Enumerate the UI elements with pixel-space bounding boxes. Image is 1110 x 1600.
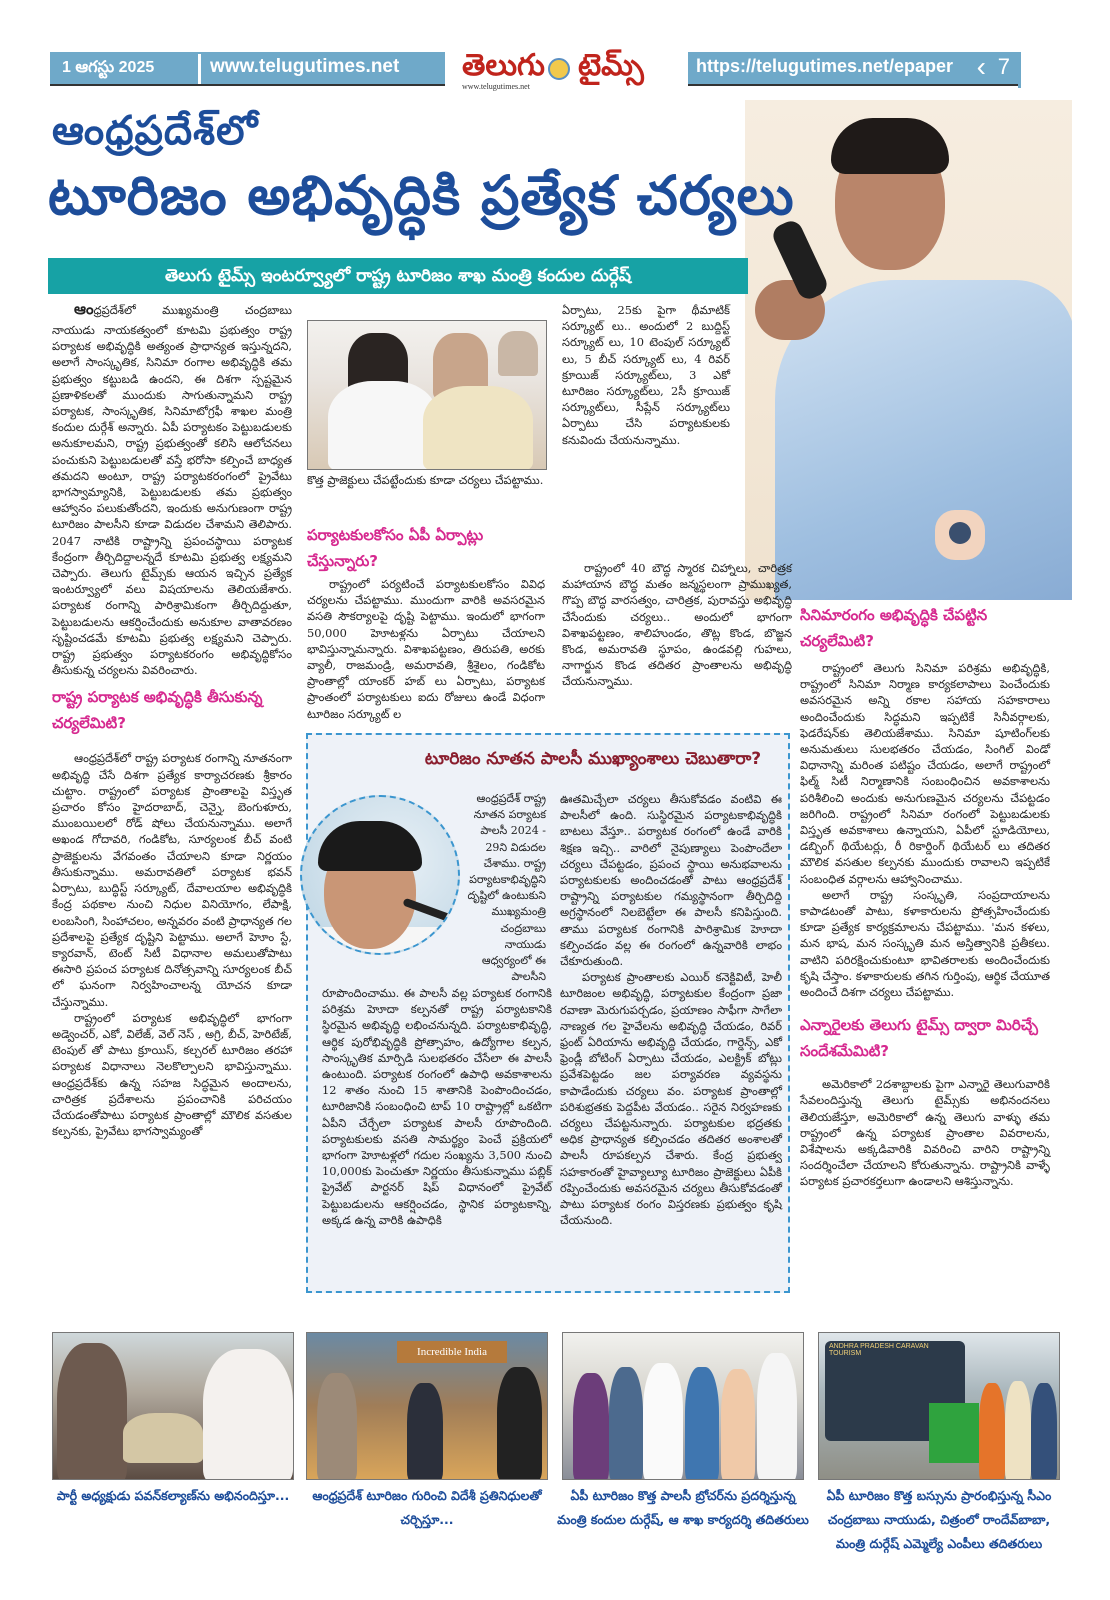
question-heading: సినిమారంగం అభివృద్ధికి చేపట్టిన చర్యలేమిటి? (800, 606, 988, 650)
box-title: టూరిజం నూతన పాలసీ ముఖ్యాంశాలు చెబుతారా? (424, 749, 762, 769)
header-bar-left (50, 52, 445, 86)
answer-paragraph: అమెరికాలో 2దశాబ్దాలకు పైగా ఎన్నారై తెలుగువారికి సేవలందిస్తున్న తెలుగు టైమ్స్‌కు అభినందనలు తెలియజేస్తూ, అమెరికాలో ఉన్న తెలుగు వాళ్ళు తమ రాష్ట్రంలో ఉన్న పర్యాటక ప్రాంతాల వివరాలను, విశేషాలను అక్కడివారికి వివరించి వారిని రాష్ట్రాన్ని సందర్శించేలా చేయాలని కోరుతున్నాను. రాష్ట్రానికి వాళ్ళే పర్యాటక ప్రచారకర్తలుగా ఉండాలని ఆశిస్తున్నాను. (800, 1077, 1050, 1189)
drop-cap: ఆం (74, 300, 94, 318)
answer-paragraph: అలాగే రాష్ట్ర సంస్కృతి, సంప్రదాయాలను కాపాడటంతో పాటు, కళాకారులను ప్రోత్సహించేందుకు కూడా ప్రత్యేక కార్యక్రమాలను చేపట్టాము. 'మన కళలు, మన భాష, మన సంస్కృతి మన అస్తిత్వానికి ప్రతీకలు. వాటిని పరిరక్షించుకుంటూ భావితరాలకు అందించేందుకు కృషి చేస్తాం. కళాకారులకు తగిన గుర్తింపు, ఆర్థిక చేయూత అందించే దిశగా చర్యలు చేపట్టాము. (800, 887, 1050, 1000)
website-link[interactable]: www.telugutimes.net (210, 56, 400, 77)
incredible-india-sign: Incredible India (397, 1341, 507, 1363)
answer-paragraph: ఏర్పాటు, 25కు పైగా థీమాటిక్ సర్క్యూట్ లు.. అందులో 2 బుద్దిస్ట్ సర్క్యూట్ లు, 10 టెంపుల్ సర్క్యూట్ లు, 5 బీచ్ సర్క్యూట్ లు, 4 రివర్ క్రూయిజ్ సర్క్యూట్‌లు, 3 ఎకో టూరిజం సర్క్యూట్‌లు, 2సీ క్రూయిజ్ సర్క్యూట్‌లు, సీప్లేన్ సర్క్యూట్‌లు ఏర్పాటు చేసి పర్యాటకులకు కనువిందు చేయనున్నాము. (562, 303, 730, 447)
article-headline: టూరిజం అభివృద్ధికి ప్రత్యేక చర్యలు (48, 164, 795, 227)
policy-highlights-box (306, 733, 790, 1293)
article-kicker: ఆంధ్రప్రదేశ్‌లో (52, 108, 259, 154)
epaper-link[interactable]: https://telugutimes.net/epaper (696, 56, 954, 76)
logo-title-right: టైమ్స్ (578, 48, 644, 83)
interview-banner: తెలుగు టైమ్స్ ఇంటర్వ్యూలో రాష్ట్ర టూరిజం శాఖ మంత్రి కందుల దుర్గేష్ (48, 258, 748, 294)
green-flag (929, 1403, 979, 1463)
question-heading: రాష్ట్ర పర్యాటక అభివృద్ధికి తీసుకున్న చర్యలేమిటి? (52, 688, 263, 733)
cm-minister-photo (307, 320, 547, 470)
chevron-left-icon: ‹ (976, 51, 986, 82)
answer-paragraph: రాష్ట్రంలో 40 బౌద్ధ స్మారక చిహ్నాలు, చారిత్రక మహాయాన బౌద్ధ మతం జన్మస్థలంగా ప్రాముఖ్యత, గొప్ప బౌద్ధ వారసత్వం, చారిత్రక, పురావస్తు అభివృద్ధి చేసేందుకు చర్యలు.. అందులో భాగంగా విశాఖపట్టణం, శాలిహుండం, తొట్ల కొండ, బొజ్జన కొండ, అమరావతి స్థూపం, ఉండవల్లి గుహలు, నాగార్జున కొండ తదితర ప్రాంతాలను అభివృద్ధి చేయనున్నాము. (562, 561, 792, 689)
photo-foreign-delegates (306, 1332, 548, 1480)
page-number: 7 (997, 54, 1010, 79)
photo-caption: ఏపీ టూరిజం కొత్త పాలసీ బ్రోచర్‌ను ప్రదర్శిస్తున్న మంత్రి కందుల దుర్గేష్, ఆ శాఖ కార్యదర్శి తదితరులు (557, 1488, 809, 1527)
question-heading: పర్యాటకులకోసం ఏపీ ఏర్పాట్లు చేస్తున్నారు? (307, 526, 484, 570)
logo-title-left: తెలుగు (462, 48, 545, 83)
answer-paragraph: రాష్ట్రంలో పర్యటించే పర్యాటకులకోసం వివిధ చర్యలను చేపట్టాము. ముందుగా వారికి అవసరమైన వసతి సౌకర్యాలపై దృష్టి పెట్టాము. ఇందులో భాగంగా 50,000 హెూటళ్లను ఏర్పాటు చేయాలని భావిస్తున్నామన్నారు. విశాఖపట్టణం, తిరుపతి, అరకు వ్యాలీ, రాజమండ్రి, అమరావతి, శ్రీశైలం, గండికోట ప్రాంతాల్లో యాంకర్ హబ్ లు ఏర్పాటు, పర్యాటక ప్రాంతంలో పర్యాటకులు ఐదు రోజులు ఉండే విధంగా టూరిజం సర్క్యూట్ ల (307, 577, 545, 721)
photo-caption: ఆంధ్రప్రదేశ్ టూరిజం గురించి విదేశీ ప్రతినిధులతో చర్చిస్తూ... (312, 1488, 542, 1527)
column-2 (307, 516, 545, 722)
telugu-times-logo[interactable] (452, 48, 684, 94)
globe-icon (548, 58, 570, 80)
column-3 (562, 302, 730, 448)
box-wrap-text: ఆంధ్రప్రదేశ్ రాష్ట్ర నూతన పర్యాటక పాలసీ 2024 - 29ని విడుదల చేశాము. రాష్ట్ర పర్యాటకాభివృద్ధిని దృష్టిలో ఉంటుకుని ముఖ్యమంత్రి చంద్రబాబు నాయుడు ఆధ్వర్యంలో ఈ పాలసీని (467, 792, 546, 984)
photo-caption: ఏపీ టూరిజం కొత్త బస్సును ప్రారంభిస్తున్న సీఎం చంద్రబాబు నాయుడు, చిత్రంలో రాందేవ్‌బాబా, మంత్రి దుర్గేష్ ఎమ్మెల్యే ఎంపీలు తదితరులు (826, 1488, 1052, 1551)
minister-portrait (300, 795, 460, 955)
photo-brochure-release (562, 1332, 804, 1480)
answer-paragraph: ఆంధ్రప్రదేశ్‌లో రాష్ట్ర పర్యాటక రంగాన్ని నూతనంగా అభివృద్ధి చేసే దిశగా ప్రత్యేక కార్యాచరణకు శ్రీకారం చుట్టాం. రాష్ట్రంలో పర్యాటక ప్రాంతాలపై విస్తృత ప్రచారం కోసం హైదరాబాద్, చెన్నై, బెంగుళూరు, ముంబయిలలో రోడ్ షోలు చేయనున్నాము. అలాగే అఖండ గోదావరి, గండికోట, సూర్యలంక బీచ్ వంటి ప్రాజెక్టులను వేగవంతం చేయాలని కూడా నిర్ణయం తీసుకున్నాము. అమరావతిలో పర్యాటక భవన్ ఏర్పాటు, బుద్ధిస్ట్ సర్క్యూట్, దేవాలయాల అభివృద్ధికి కేంద్ర పథకాల నుంచి నిధుల వినియోగం, లేపాక్షి, లంబసింగి, సింహాచలం, అన్నవరం వంటి ప్రాధాన్యత గల ప్రదేశాలపై ప్రత్యేక దృష్టిని పెట్టాము. అలాగే హెూం స్టే, క్యారవాన్, టెంట్ సిటీ విధానాల అమలుతోపాటు ఈసారి ప్రపంచ పర్యాటక దినోత్సవాన్ని సూర్యలంక బీచ్ లో ఘనంగా నిర్వహించాలన్న యోచన కూడా చేస్తున్నాము. (52, 751, 292, 1009)
answer-paragraph: రాష్ట్రంలో తెలుగు సినిమా పరిశ్రమ అభివృద్ధికి, రాష్ట్రంలో సినిమా నిర్మాణ కార్యకలాపాలు పెంచేందుకు అవసరమైన అన్ని రకాల సహాయ సహకారాలు అందించేందుకు సిద్ధమని ఇప్పటికే సినీవర్గాలకు, ఫెడరేషన్‌కు తెలియజేశాము. సినిమా షూటింగ్‌లకు అనుమతులు సులభతరం చేయడం, సింగిల్ విండో విధానాన్ని మరింత పటిష్టం చేయడం, అలాగే రాష్ట్రంలో ఫిల్మ్ సిటీ నిర్మాణానికి సంబంధించిన అవకాశాలను పరిశీలించి అందుకు అనుగుణమైన చర్యలను చేపట్టడం జరిగింది. రాష్ట్రంలో సినిమా రంగంలో పెట్టుబడులకు విస్తృత అవకాశాలు ఉన్నాయని, ఏపీలో స్టూడియోలు, డబ్బింగ్ థియేటర్లు, రీ రికార్డింగ్ థియేటర్ లు తదితర మౌలిక వసతుల కల్పనకు ముందుకు రావాలని ఇప్పటికే సంబంధిత వర్గాలను ఆహ్వానించాము. (800, 661, 1050, 886)
photo-pawan-kalyan (52, 1332, 294, 1480)
issue-date: 1 ఆగస్టు 2025 (62, 59, 155, 76)
header-bar-right (688, 52, 1020, 86)
column-4 (800, 602, 1050, 1190)
photo-bus-launch: ANDHRA PRADESH CARAVAN TOURISM (818, 1332, 1060, 1480)
logo-url: www.telugutimes.net (462, 82, 530, 91)
banner-arrow (728, 258, 746, 294)
box-left-text: రూపొందించాము. ఈ పాలసీ వల్ల పర్యాటక రంగానికి పరిశ్రమ హెూదా కల్పనతో రాష్ట్ర పర్యాటకానికి స్థిరమైన అభివృద్ధి లభించనున్నది. పర్యాటకాభివృద్ధి, ఆర్థిక పురోభివృద్ధికి ప్రోత్సాహం, ఉద్యోగాల కల్పన, సాంస్కృతిక మార్పిడి సులభతరం చేసేలా ఈ పాలసీ ఉంటుంది. పర్యాటక రంగంలో ఉపాధి అవకాశాలను 12 శాతం నుంచి 15 శాతానికి పెంపొందించడం, టూరిజానికి సంబంధించి టాప్ 10 రాష్ట్రాల్లో ఒకటిగా ఏపీని చేర్చేలా పర్యాటక పాలసీ రూపొందింది. పర్యాటకులకు వసతి సామర్థ్యం పెంచే ప్రక్రియలో భాగంగా హెూటళ్లలో గదుల సంఖ్యను 3,500 నుంచి 10,000కు పెంచుతూ నిర్ణయం తీసుకున్నాము పబ్లిక్ ప్రైవేట్ పార్టనర్ షిప్ విధానంలో ప్రైవేట్ పెట్టుబడులను ఆకర్షించడం, స్థానిక పర్యాటకాన్ని, అక్కడ ఉన్న వారికి ఉపాధికి (322, 986, 552, 1227)
photo-caption: పార్టీ అధ్యక్షుడు పవన్‌కల్యాణ్‌ను అభినందిస్తూ... (56, 1488, 290, 1503)
answer-paragraph: రాష్ట్రంలో పర్యాటక అభివృద్ధిలో భాగంగా అడ్వెంచర్, ఎకో, విలేజ్, వెల్ నెస్ , అగ్రి, బీచ్, హెరిటేజ్, టెంపుల్ తో పాటు క్రూయిస్, కల్చరల్ టూరిజం తరహా పర్యాటక విధానాలు నెలకొల్పాలని భావిస్తున్నాము. ఆంధ్రప్రదేశ్‌కు ఉన్న సహజ సిద్ధమైన అందాలను, చారిత్రక ప్రదేశాలను ప్రపంచానికి పరిచయం చేయడంతోపాటు పర్యాటక ప్రాంతాల్లో మౌలిక వసతుల కల్పనకు, ప్రైవేటు భాగస్వామ్యంతో (52, 1010, 292, 1139)
intro-paragraph: ఆంధ్రప్రదేశ్‌లో ముఖ్యమంత్రి చంద్రబాబు నాయుడు నాయకత్వంలో కూటమి ప్రభుత్వం రాష్ట్ర పర్యాటక అభివృద్ధికి అత్యంత ప్రాధాన్యత ఇస్తున్నదని, అలాగే సాంస్కృతిక, సినిమా రంగాల అభివృద్ధికి తమ ప్రభుత్వం కట్టుబడి ఉందని, ఈ దిశగా స్పష్టమైన ప్రణాళికలతో ముందుకు సాగుతున్నామని రాష్ట్ర పర్యాటక, సాంస్కృతిక, సినిమాటోగ్రఫీ శాఖల మంత్రి కందుల దుర్గేశ్ అన్నారు. ఏపీ పర్యాటకం పెట్టుబడులకు అనుకూలమని, రాష్ట్ర ప్రభుత్వంతో కలిసి ఆలోచనలు పంచుకుని పెట్టుబడులతో వస్తే భరోసా కల్పించే బాధ్యత తమదని అంటూ, రాష్ట్ర పర్యాటకరంగంలో ప్రైవేటు భాగస్వామ్యానికి, పెట్టుబడులకు తమ ప్రభుత్వం ఆహ్వానం పలుకుతోందని, ఇందుకు అనుగుణంగా రాష్ట్ర టూరిజం పాలసీని కూడా విడుదల చేశామని తెలిపారు. 2047 నాటికి రాష్ట్రాన్ని ప్రపంచస్థాయి పర్యాటక కేంద్రంగా తీర్చిదిద్దాలన్నదే కూటమి ప్రభుత్వ లక్ష్యమని చెప్పారు. తెలుగు టైమ్స్‌కు ఆయన ఇచ్చిన ప్రత్యేక ఇంటర్వ్యూలో వలు విషయాలను తెలియజేశారు. పర్యాటక రంగాన్ని పారిశ్రామికంగా తీర్చిదిద్దుతూ, పెట్టుబడులను ఆకర్షించేందుకు అనుకూల వాతావరణం సృష్టించడమే కూటమి ప్రభుత్వ లక్ష్యమని చెప్పారు. రాష్ట్ర ప్రభుత్వం పర్యాటకరంగం అభివృద్ధికోసం తీసుకున్న చర్యలను వివరించారు. (52, 300, 292, 678)
header-end-bar (1018, 52, 1021, 88)
question-heading: ఎన్నారైలకు తెలుగు టైమ్స్ ద్వారా మిరిచ్చే సందేశమేమిటి? (800, 1016, 1039, 1061)
box-right-text: ఊతమిచ్చేలా చర్యలు తీసుకోవడం వంటివి ఈ పాలసీలో ఉంది. సుస్థిరమైన పర్యాటకాభివృద్ధికి బాటలు వేస్తూ.. పర్యాటక రంగంలో ఉండే వారికి శిక్షణ ఇచ్చి.. వారిలో నైపుణ్యాలు పెంపొందేలా చర్యలు చేపట్టడం, ప్రపంచ స్థాయి అనుభవాలను పర్యాటకులకు అందించడంతో పాటు ఆంధ్రప్రదేశ్ రాష్ట్రాన్ని పర్యాటకుల గమ్యస్థానంగా తీర్చిదిద్ది అగ్రస్థానంలో నిలబెట్టేలా ఈ పాలసీ కనిపిస్తుంది. తాము పర్యాటక రంగానికి పారిశ్రామిక హెూదా కల్పించడం వల్ల ఈ రంగంలో ఉన్నవారికి లాభం చేకూరుతుంది. పర్యాటక ప్రాంతాలకు ఎయిర్ కనెక్టివిటీ, హెలీ టూరిజంల అభివృద్ధి, పర్యాటకుల కేంద్రంగా ప్రజా రవాణా మెరుగుపర్చడం, ప్రయాణం సాఫీగా సాగేలా నాణ్యత గల హైవేలను అభివృద్ధి చేయడం, రివర్ ఫ్రంట్ ఏరియాను అభివృద్ధి చేయడం, గార్డెన్స్, ఎకో ఫ్రెండ్లీ బోటింగ్ ఏర్పాటు చేయడం, ఎలక్ట్రిక్ బోట్లు ప్రవేశపెట్టడం జల పర్యావరణ వ్యవస్థను కాపాడేందుకు చర్యలు వం. పర్యాటక ప్రాంతాల్లో పరిశుభ్రతకు పెద్దపీట వేయడం.. సరైన నిర్వహణకు చర్యలు చేపట్టనున్నారు. పర్యాటకుల భద్రతకు అధిక ప్రాధాన్యత కల్పించడం తదితర అంశాలతో పాలసీ రూపకల్పన చేశారు. కేంద్ర ప్రభుత్వ సహకారంతో హైవ్యాల్యూ టూరిజం ప్రాజెక్టులు ఏపీకి రప్పించేందుకు అవసరమైన చర్యలు తీసుకోవడంతో పాటు పర్యాటక రంగం విస్తరణకు ప్రభుత్వం కృషి చేయనుంది. (560, 792, 782, 1228)
photo-caption: కొత్త ప్రాజెక్టులు చేపట్టేందుకు కూడా చర్యలు చేపట్టాము. (307, 473, 544, 487)
column-3b (562, 560, 792, 690)
column-1 (52, 300, 292, 1139)
header-divider (198, 54, 201, 84)
